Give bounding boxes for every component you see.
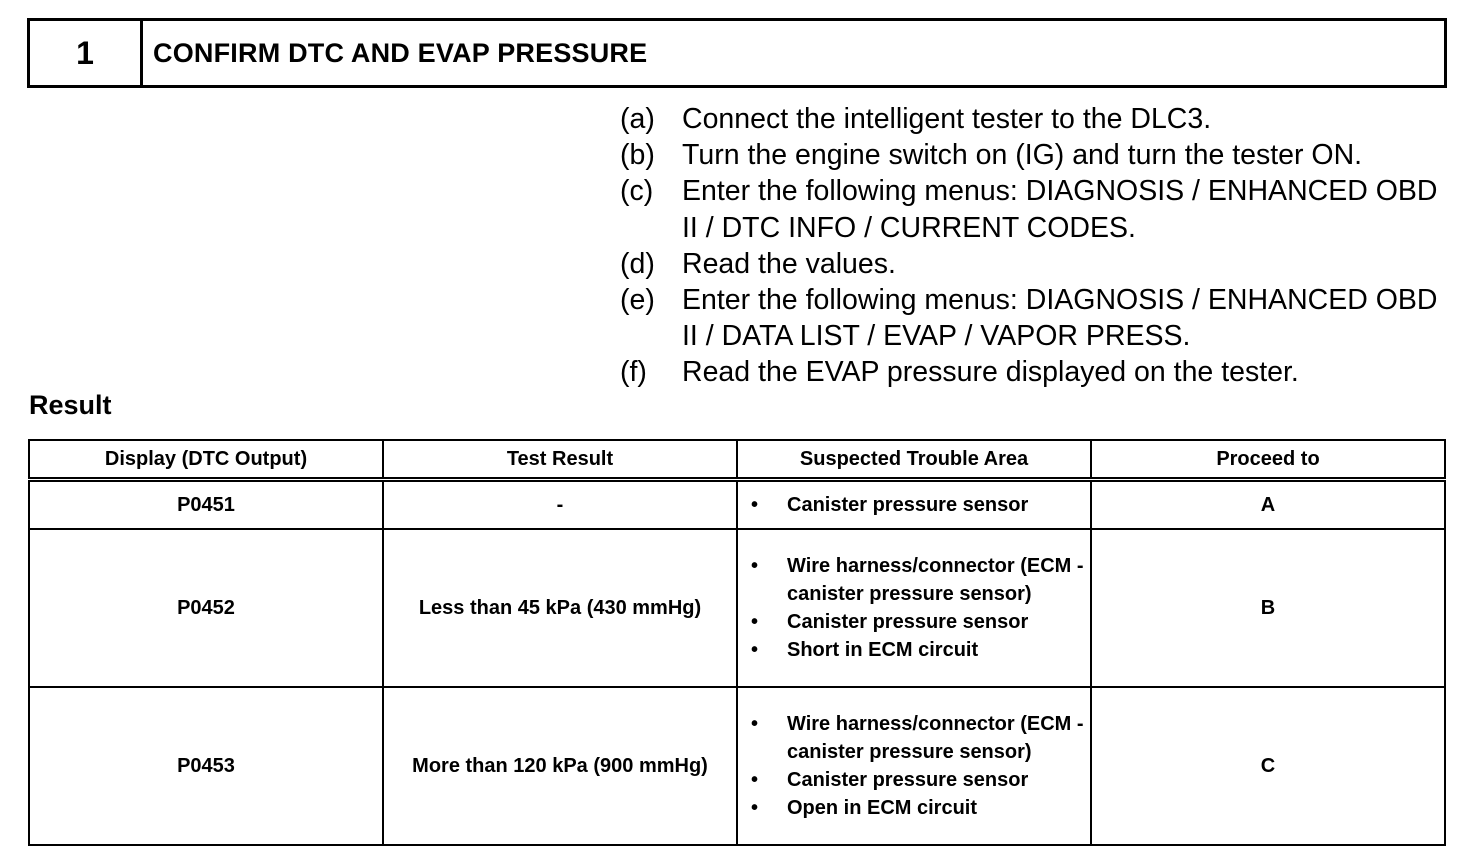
test-result-cell: -: [383, 480, 737, 530]
instruction-item: [620, 246, 1450, 282]
test-result-cell: More than 120 kPa (900 mmHg): [383, 687, 737, 845]
instruction-item: [620, 354, 1450, 390]
instruction-text: Read the EVAP pressure displayed on the tester.: [682, 356, 1299, 389]
instruction-item: [620, 282, 1450, 354]
column-header-proceed: Proceed to: [1091, 440, 1445, 480]
table-header-row: [29, 440, 1445, 480]
proceed-cell: C: [1091, 687, 1445, 845]
bullet-icon: •: [751, 797, 759, 819]
instruction-letter: (e): [620, 284, 655, 317]
trouble-area-cell: [737, 480, 1091, 530]
bullet-icon: •: [751, 494, 759, 516]
instruction-text: Connect the intelligent tester to the DLC3.: [682, 103, 1212, 135]
proceed-cell: B: [1091, 529, 1445, 687]
bullet-icon: •: [751, 639, 759, 661]
trouble-area-list: [744, 710, 1084, 822]
list-item: [744, 766, 1084, 794]
proceed-cell: A: [1091, 480, 1445, 530]
instruction-letter: (a): [620, 103, 655, 135]
column-header-test-result: Test Result: [383, 440, 737, 480]
step-number: 1: [30, 21, 143, 85]
list-item: [744, 794, 1084, 822]
dtc-code-cell: P0452: [29, 529, 383, 687]
column-header-display: Display (DTC Output): [29, 440, 383, 480]
column-header-trouble-area: Suspected Trouble Area: [737, 440, 1091, 480]
list-item: [744, 636, 1084, 664]
trouble-area-cell: [737, 529, 1091, 687]
instruction-list: [620, 101, 1450, 391]
trouble-area-text: Wire harness/connector (ECM - canister pressure sensor): [787, 555, 1084, 605]
list-item: [744, 608, 1084, 636]
list-item: [744, 552, 1084, 608]
trouble-area-text: Canister pressure sensor: [787, 611, 1029, 633]
instruction-letter: (d): [620, 247, 655, 280]
bullet-icon: •: [751, 713, 759, 735]
trouble-area-text: Canister pressure sensor: [787, 494, 1029, 516]
instruction-item: [620, 173, 1450, 245]
table-row: [29, 687, 1445, 845]
dtc-code-cell: P0451: [29, 480, 383, 530]
instruction-letter: (c): [620, 175, 654, 208]
trouble-area-text: Open in ECM circuit: [787, 797, 978, 819]
bullet-icon: •: [751, 611, 759, 633]
instruction-letter: (f): [620, 356, 647, 389]
list-item: [744, 491, 1084, 519]
result-table: [28, 439, 1446, 846]
instruction-text: Enter the following menus: DIAGNOSIS / ENHANCED OBD II / DATA LIST / EVAP / VAPOR PRESS.: [682, 284, 1438, 353]
dtc-code-cell: P0453: [29, 687, 383, 845]
bullet-icon: •: [751, 555, 759, 577]
list-item: [744, 710, 1084, 766]
step-title: CONFIRM DTC AND EVAP PRESSURE: [153, 37, 648, 68]
instruction-item: [620, 101, 1450, 137]
trouble-area-text: Short in ECM circuit: [787, 639, 979, 661]
table-row: [29, 529, 1445, 687]
result-heading: Result: [29, 390, 112, 420]
instruction-text: Enter the following menus: DIAGNOSIS / ENHANCED OBD II / DTC INFO / CURRENT CODES.: [682, 175, 1438, 244]
instruction-item: [620, 137, 1450, 173]
trouble-area-list: [744, 491, 1084, 519]
bullet-icon: •: [751, 769, 759, 791]
instruction-text: Read the values.: [682, 247, 896, 280]
trouble-area-text: Wire harness/connector (ECM - canister pressure sensor): [787, 713, 1084, 763]
trouble-area-text: Canister pressure sensor: [787, 769, 1029, 791]
instruction-text: Turn the engine switch on (IG) and turn the tester ON.: [682, 139, 1363, 172]
test-result-cell: Less than 45 kPa (430 mmHg): [383, 529, 737, 687]
step-header: [27, 18, 1447, 88]
trouble-area-cell: [737, 687, 1091, 845]
trouble-area-list: [744, 552, 1084, 664]
instruction-letter: (b): [620, 139, 655, 172]
table-row: [29, 480, 1445, 530]
